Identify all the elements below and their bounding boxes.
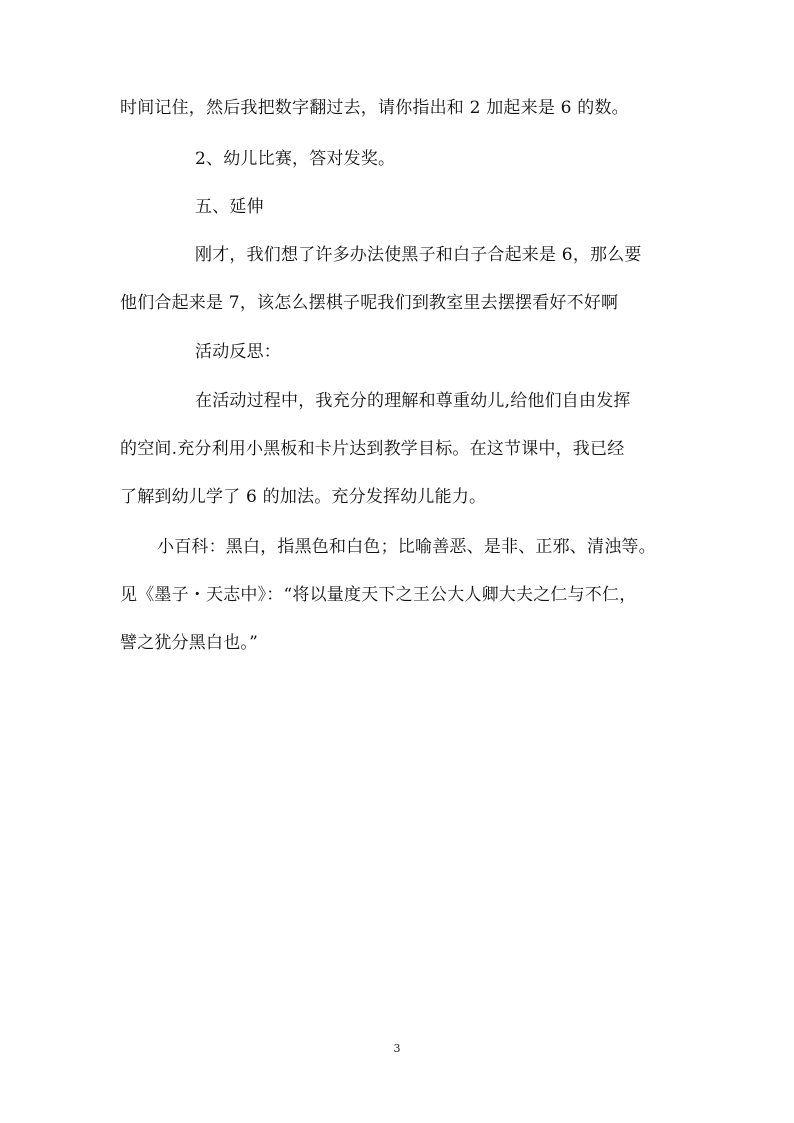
encyclopedia-note-line: 譬之犹分黑白也。” [120,633,258,653]
encyclopedia-note-line: 小百科：黑白，指黑色和白色；比喻善恶、是非、正邪、清浊等。 [157,537,656,557]
body-text-line: 刚才，我们想了许多办法使黑子和白子合起来是 6，那么要 [195,245,642,265]
section-heading-reflection: 活动反思： [195,342,281,362]
list-item-competition: 2、幼儿比赛，答对发奖。 [195,149,396,169]
encyclopedia-note-line: 见《墨子・天志中》：“将以量度天下之王公大人卿大夫之仁与不仁， [120,585,637,605]
section-heading-extension: 五、延伸 [195,197,264,217]
body-text-line: 在活动过程中，我充分的理解和尊重幼儿,给他们自由发挥 [195,391,631,411]
page-number: 3 [393,1042,401,1055]
body-text-line: 时间记住，然后我把数字翻过去，请你指出和 2 加起来是 6 的数。 [120,98,629,118]
body-text-line: 他们合起来是 7，该怎么摆棋子呢我们到教室里去摆摆看好不好啊 [120,293,619,313]
body-text-line: 的空间.充分利用小黑板和卡片达到教学目标。在这节课中，我已经 [120,439,625,459]
body-text-line: 了解到幼儿学了 6 的加法。充分发挥幼儿能力。 [120,487,487,507]
